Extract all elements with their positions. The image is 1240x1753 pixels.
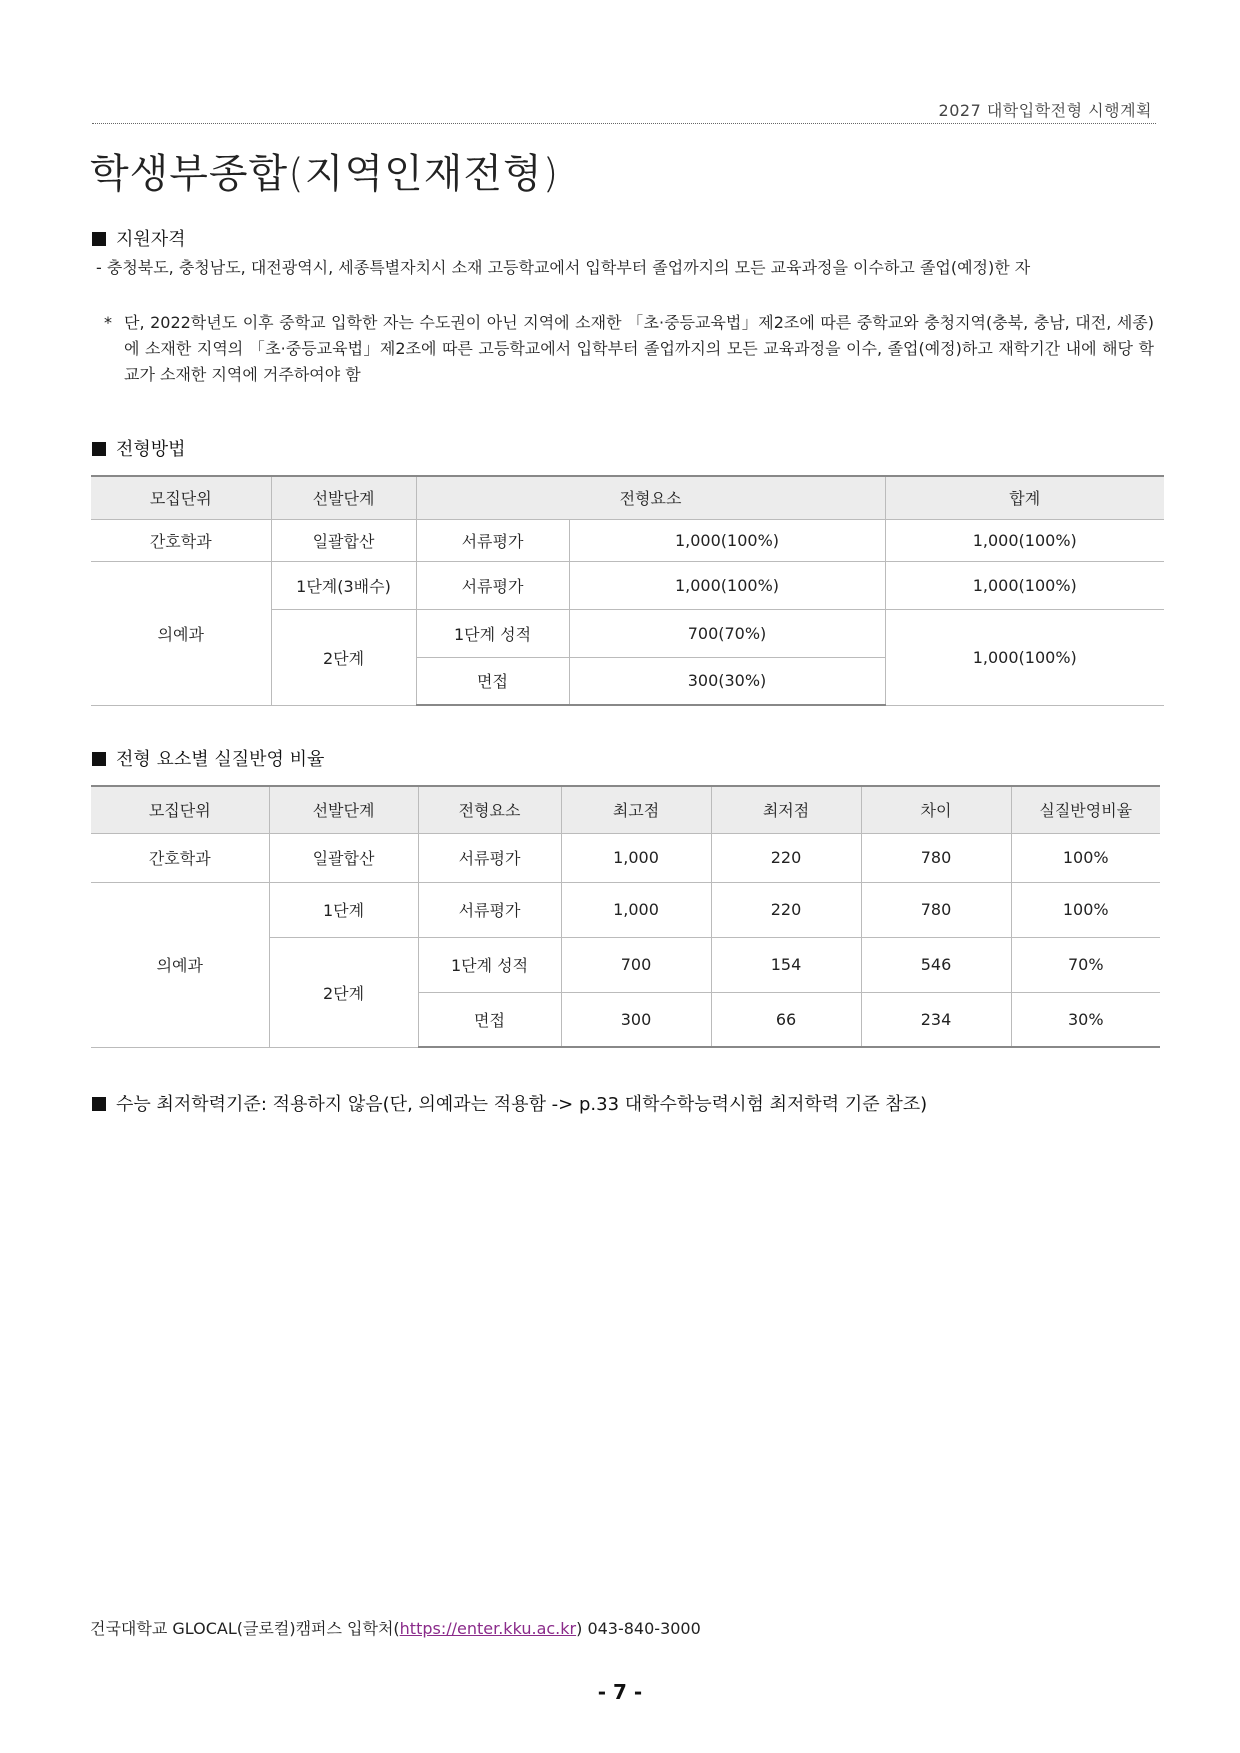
table-row	[91, 882, 1160, 937]
table-cell: 면접	[416, 657, 569, 705]
eligibility-heading: 지원자격	[92, 225, 186, 251]
ratio-table	[91, 785, 1160, 1048]
csat-text: 적용하지 않음(단, 의예과는 적용함 -> p.33 대학수학능력시험 최저학력 기준 참조)	[266, 1094, 928, 1115]
note-marker: *	[104, 313, 112, 332]
csat-label: 수능 최저학력기준:	[116, 1094, 267, 1115]
table-cell: 1,000	[561, 882, 711, 937]
table-cell: 300(30%)	[569, 657, 885, 705]
header-cell: 전형요소	[418, 786, 561, 833]
page-title: 학생부종합(지역인재전형)	[90, 151, 560, 197]
table-row	[91, 561, 1164, 609]
square-bullet-icon	[92, 232, 106, 246]
table-cell: 100%	[1011, 882, 1160, 937]
table-cell: 1단계(3배수)	[271, 561, 416, 609]
header-divider	[92, 123, 1156, 124]
table-row	[91, 833, 1160, 882]
table-cell: 700	[561, 937, 711, 992]
method-heading: 전형방법	[92, 435, 186, 461]
table-cell: 서류평가	[418, 882, 561, 937]
csat-criteria	[92, 1090, 927, 1116]
table-cell: 300	[561, 992, 711, 1047]
header-cell: 선발단계	[269, 786, 418, 833]
eligibility-note	[104, 310, 1154, 388]
ratio-heading: 전형 요소별 실질반영 비율	[92, 745, 324, 771]
table-cell: 100%	[1011, 833, 1160, 882]
table-row	[91, 519, 1164, 561]
table-cell: 1단계	[269, 882, 418, 937]
table-cell: 1,000(100%)	[569, 561, 885, 609]
square-bullet-icon	[92, 1097, 106, 1111]
admissions-link[interactable]: https://enter.kku.ac.kr	[399, 1619, 577, 1638]
table-cell: 간호학과	[91, 833, 269, 882]
table-cell: 1,000(100%)	[885, 561, 1164, 609]
table-cell: 서류평가	[418, 833, 561, 882]
table-cell: 30%	[1011, 992, 1160, 1047]
header-cell: 최고점	[561, 786, 711, 833]
method-table	[91, 475, 1164, 706]
header-cell: 선발단계	[271, 476, 416, 519]
table-cell: 780	[861, 882, 1011, 937]
running-header: 2027 대학입학전형 시행계획	[938, 101, 1152, 120]
table-cell: 일괄합산	[271, 519, 416, 561]
table-cell: 1,000(100%)	[885, 519, 1164, 561]
table-cell: 220	[711, 882, 861, 937]
page-number: - 7 -	[597, 1680, 643, 1704]
table-cell: 서류평가	[416, 561, 569, 609]
header-cell: 실질반영비율	[1011, 786, 1160, 833]
footer-contact: 건국대학교 GLOCAL(글로컬)캠퍼스 입학처(https://enter.kku.ac.kr) 043-840-3000	[90, 1619, 701, 1638]
table-cell: 일괄합산	[269, 833, 418, 882]
header-cell: 최저점	[711, 786, 861, 833]
square-bullet-icon	[92, 752, 106, 766]
table-cell: 1단계 성적	[418, 937, 561, 992]
table-cell: 2단계	[271, 609, 416, 705]
header-cell: 합계	[885, 476, 1164, 519]
table-cell: 780	[861, 833, 1011, 882]
table-cell: 234	[861, 992, 1011, 1047]
table-cell: 1,000(100%)	[569, 519, 885, 561]
table-cell: 의예과	[91, 561, 271, 705]
note-text: 단, 2022학년도 이후 중학교 입학한 자는 수도권이 아닌 지역에 소재한 「초·중등교육법」제2조에 따른 중학교와 충청지역(충북, 충남, 대전, 세종)에 소재한 지역의 「초·중등교육법」제2조에 따른 고등학교에서 입학부터 졸업까지의 모든 교육과정을 이수, 졸업(예정)하고 재학기간 내에 해당 학교가 소재한 지역에 거주하여야 함	[124, 313, 1154, 384]
table-cell: 154	[711, 937, 861, 992]
table-cell: 간호학과	[91, 519, 271, 561]
header-cell: 차이	[861, 786, 1011, 833]
table-cell: 66	[711, 992, 861, 1047]
table-cell: 700(70%)	[569, 609, 885, 657]
table-cell: 70%	[1011, 937, 1160, 992]
header-cell: 모집단위	[91, 476, 271, 519]
header-cell: 모집단위	[91, 786, 269, 833]
table-cell: 의예과	[91, 882, 269, 1047]
header-cell: 전형요소	[416, 476, 885, 519]
table-cell: 1,000	[561, 833, 711, 882]
table-cell: 면접	[418, 992, 561, 1047]
eligibility-text: - 충청북도, 충청남도, 대전광역시, 세종특별자치시 소재 고등학교에서 입학부터 졸업까지의 모든 교육과정을 이수하고 졸업(예정)한 자	[96, 258, 1031, 277]
table-cell: 1단계 성적	[416, 609, 569, 657]
table-cell: 1,000(100%)	[885, 609, 1164, 705]
square-bullet-icon	[92, 442, 106, 456]
table-cell: 546	[861, 937, 1011, 992]
table-cell: 2단계	[269, 937, 418, 1047]
table-cell: 220	[711, 833, 861, 882]
table-cell: 서류평가	[416, 519, 569, 561]
